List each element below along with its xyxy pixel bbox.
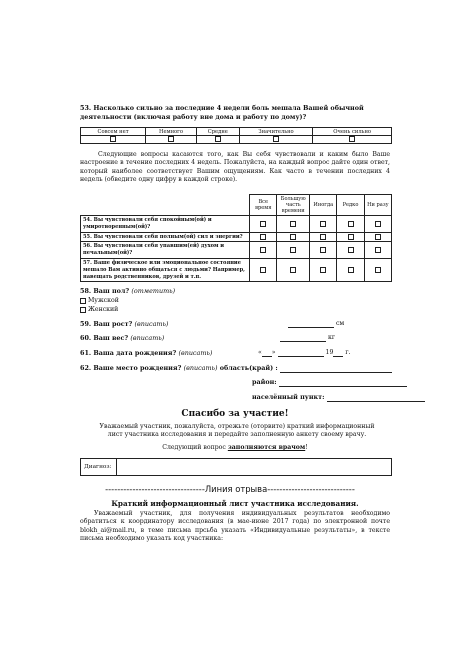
checkbox[interactable]: [260, 221, 266, 227]
thanks-heading: Спасибо за участие!: [181, 409, 289, 419]
col-header: Все время: [250, 195, 277, 216]
question-56: 56. Вы чувствовали себя упавшим(ей) духом и печальным(ой)?: [81, 242, 250, 259]
col-header: Редко: [337, 195, 364, 216]
diagnosis-box: [80, 458, 392, 476]
col-header: Большую часть времени: [277, 195, 310, 216]
checkbox[interactable]: [375, 267, 381, 273]
info-sheet-title: Краткий информационный лист участника исследования.: [111, 499, 359, 508]
checkbox[interactable]: [375, 247, 381, 253]
table-row: [81, 258, 392, 281]
checkbox[interactable]: [290, 267, 296, 273]
birth-month-input[interactable]: [278, 356, 324, 357]
checkbox[interactable]: [80, 307, 86, 313]
question-60: 60. Ваш вес? (вписать): [80, 334, 165, 342]
checkbox[interactable]: [215, 136, 221, 142]
checkbox[interactable]: [168, 136, 174, 142]
pain-scale: [80, 127, 392, 144]
checkbox[interactable]: [375, 221, 381, 227]
scale-option: Средне: [196, 128, 239, 136]
checkbox[interactable]: [110, 136, 116, 142]
birth-year-input[interactable]: [333, 356, 343, 357]
checkbox[interactable]: [320, 267, 326, 273]
checkbox[interactable]: [290, 247, 296, 253]
checkbox[interactable]: [349, 136, 355, 142]
scale-option: Совсем нет: [81, 128, 146, 136]
scale-option: Немного: [146, 128, 197, 136]
col-header: Иногда: [310, 195, 337, 216]
table-row: [81, 242, 392, 259]
gender-male-option[interactable]: Мужской: [80, 297, 119, 305]
table-row: [81, 216, 392, 233]
frequency-grid: [80, 194, 392, 282]
intro-paragraph: Следующие вопросы касаются того, как Вы себя чувствовали и каким было Ваше настроение в течение последних 4 недель. Пожалуйста, на каждый вопрос дайте один ответ, который наиболее соответствует Вашим ощущениям. Как часто в течении последних 4 недель (обведите одну цифру в каждой строке).: [80, 151, 390, 184]
checkbox[interactable]: [290, 234, 296, 240]
checkbox[interactable]: [348, 221, 354, 227]
question-57: 57. Ваше физическое или эмоциональное состояние мешало Вам активно общаться с людьми? Например, навещать родственников, друзей и т.п.: [81, 258, 250, 281]
district-input[interactable]: [279, 386, 407, 387]
checkbox[interactable]: [80, 298, 86, 304]
question-55: 55. Вы чувствовали себя полным(ой) сил и энергии?: [81, 232, 250, 242]
question-53: 53. Насколько сильно за последние 4 недели боль мешала Вашей обычной деятельности (включая работу вне дома и работу по дому)?: [80, 104, 364, 121]
info-sheet-text: Уважаемый участник, для получения индивидуальных результатов необходимо обратиться к координатору исследования (в мае-июне 2017 года) по электронной почте blokh_ai@mail.ru, в теме письма прсьба указать «Индивидуальные результаты», в тексте письма необходимо указать код участника:: [80, 510, 390, 543]
height-input[interactable]: [288, 327, 334, 328]
checkbox[interactable]: [375, 234, 381, 240]
checkbox[interactable]: [320, 247, 326, 253]
weight-field[interactable]: кг: [280, 334, 335, 342]
checkbox[interactable]: [348, 247, 354, 253]
checkbox[interactable]: [320, 234, 326, 240]
checkbox[interactable]: [273, 136, 279, 142]
question-54: 54. Вы чувствовали себя спокойным(ой) и умиротворенным(ой)?: [81, 216, 250, 233]
region-input[interactable]: [280, 372, 392, 373]
birth-day-input[interactable]: [262, 356, 272, 357]
doctor-note: Следующий вопрос заполняются врачом!: [162, 444, 308, 451]
birthdate-field[interactable]: « » 19 г.: [258, 349, 351, 356]
district-field: район:: [252, 378, 407, 387]
scale-option: Очень сильно: [313, 128, 392, 136]
weight-input[interactable]: [280, 341, 326, 342]
settlement-input[interactable]: [327, 401, 425, 402]
checkbox[interactable]: [260, 247, 266, 253]
checkbox[interactable]: [348, 234, 354, 240]
question-58: 58. Ваш пол? (отметить): [80, 287, 176, 295]
diagnosis-label: Диагноз:: [81, 459, 117, 475]
tear-line: ---------------------------------Линия отрыва-----------------------------: [105, 484, 355, 494]
question-62: 62. Ваше место рождения? (вписать) область(край) :: [80, 364, 392, 373]
height-field[interactable]: см: [288, 320, 344, 328]
checkbox[interactable]: [348, 267, 354, 273]
table-row: [81, 232, 392, 242]
col-header: Ни разу: [364, 195, 391, 216]
checkbox[interactable]: [320, 221, 326, 227]
scale-option: Значительно: [239, 128, 313, 136]
notice-paragraph: Уважаемый участник, пожалуйста, отрежьте (оторвите) краткий информационный лист участника исследования и передайте заполненную анкету своему врачу.: [99, 423, 375, 439]
checkbox[interactable]: [260, 234, 266, 240]
settlement-field: населённый пункт:: [252, 393, 425, 402]
checkbox[interactable]: [260, 267, 266, 273]
question-59: 59. Ваш рост? (вписать): [80, 320, 169, 328]
diagnosis-input[interactable]: [118, 459, 391, 475]
question-61: 61. Ваша дата рождения? (вписать): [80, 349, 213, 357]
gender-female-option[interactable]: Женский: [80, 306, 118, 314]
checkbox[interactable]: [290, 221, 296, 227]
